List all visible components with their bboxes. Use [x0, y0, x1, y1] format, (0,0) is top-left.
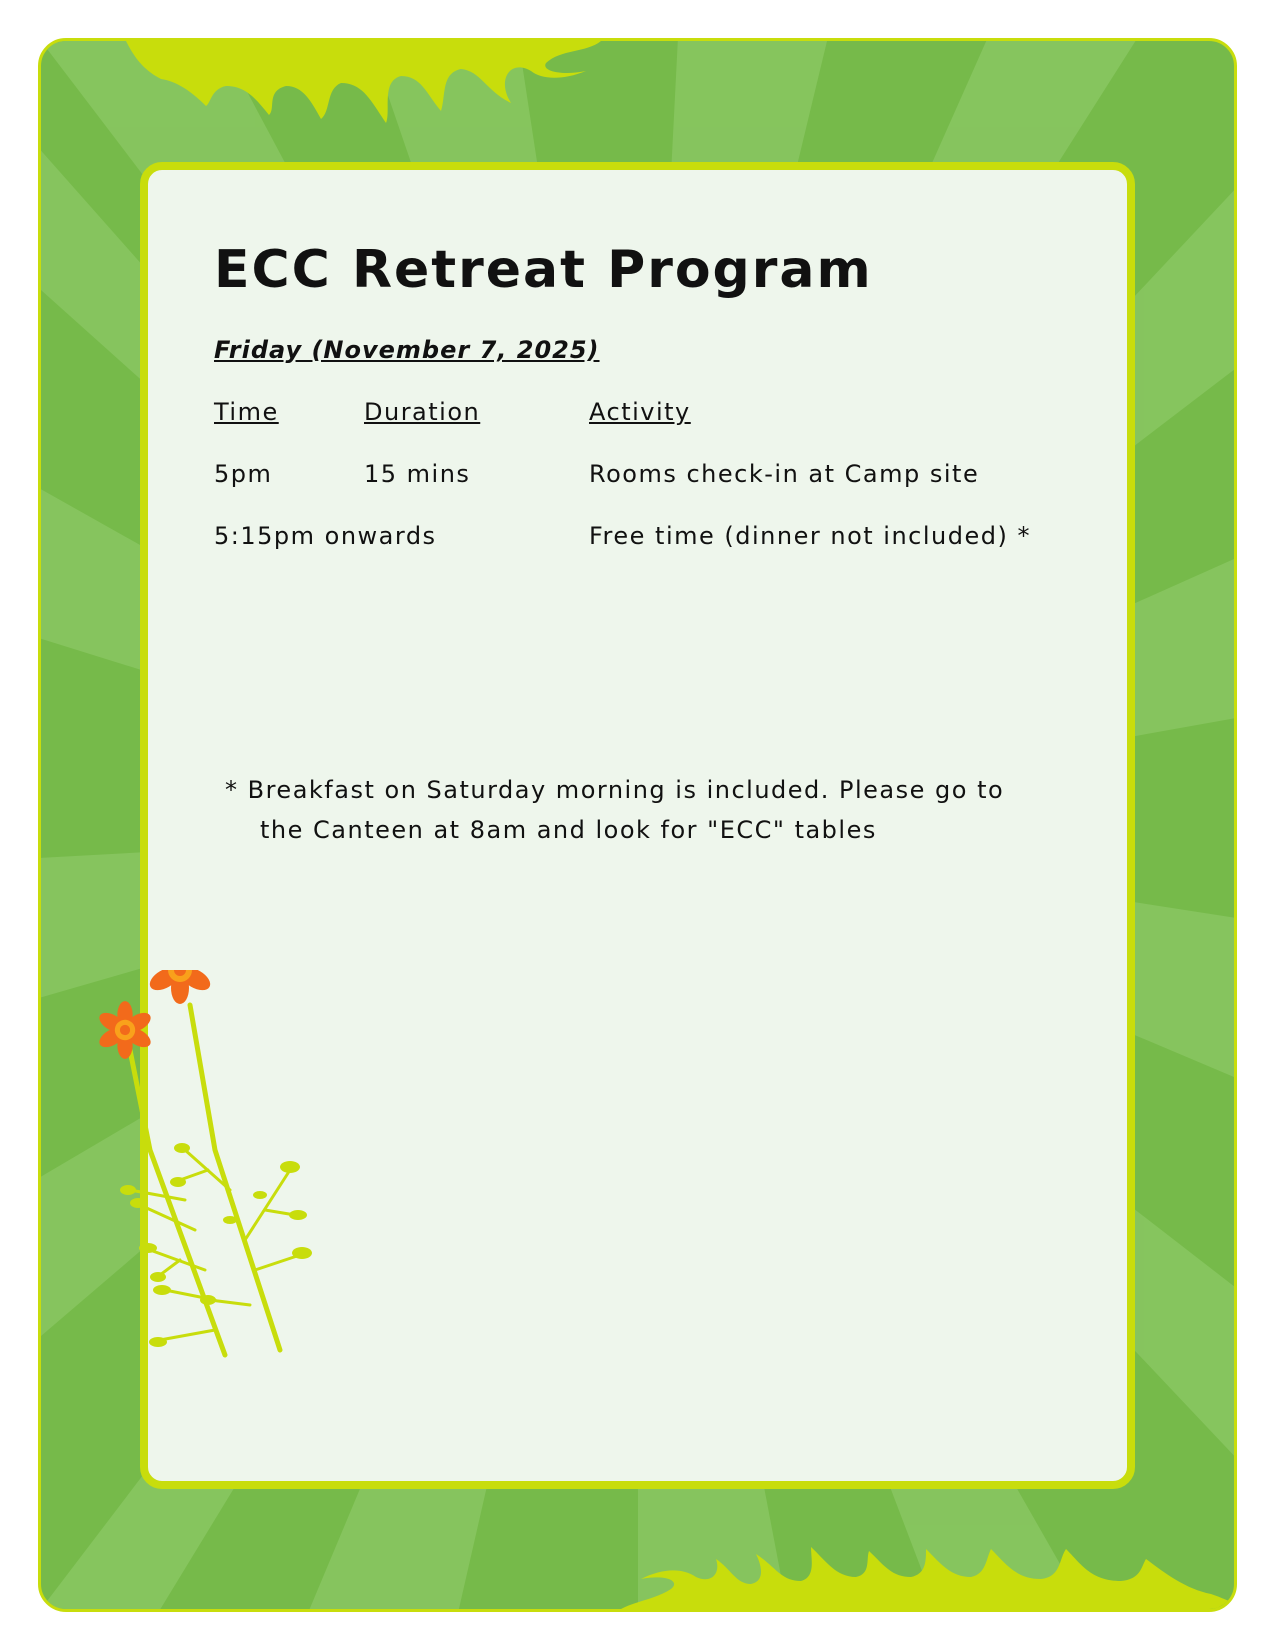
- note-line-2: the Canteen at 8am and look for "ECC" tables: [260, 816, 877, 844]
- header-duration: Duration: [364, 398, 481, 426]
- breakfast-note: [225, 770, 1045, 850]
- row-2-activity: Free time (dinner not included) *: [589, 522, 1031, 550]
- row-1-activity: Rooms check-in at Camp site: [589, 460, 980, 488]
- header-time: Time: [214, 398, 279, 426]
- row-2-time: 5:15pm onwards: [214, 522, 437, 550]
- header-activity: Activity: [589, 398, 691, 426]
- row-1-time: 5pm: [214, 460, 273, 488]
- page-title: ECC Retreat Program: [214, 240, 873, 300]
- flower-decoration-icon: [90, 970, 320, 1370]
- row-1-duration: 15 mins: [364, 460, 471, 488]
- note-line-1: * Breakfast on Saturday morning is included. Please go to: [225, 776, 1005, 804]
- date-heading: Friday (November 7, 2025): [214, 336, 600, 364]
- bottom-lime-splash: [621, 1519, 1237, 1609]
- top-lime-splash: [41, 41, 641, 131]
